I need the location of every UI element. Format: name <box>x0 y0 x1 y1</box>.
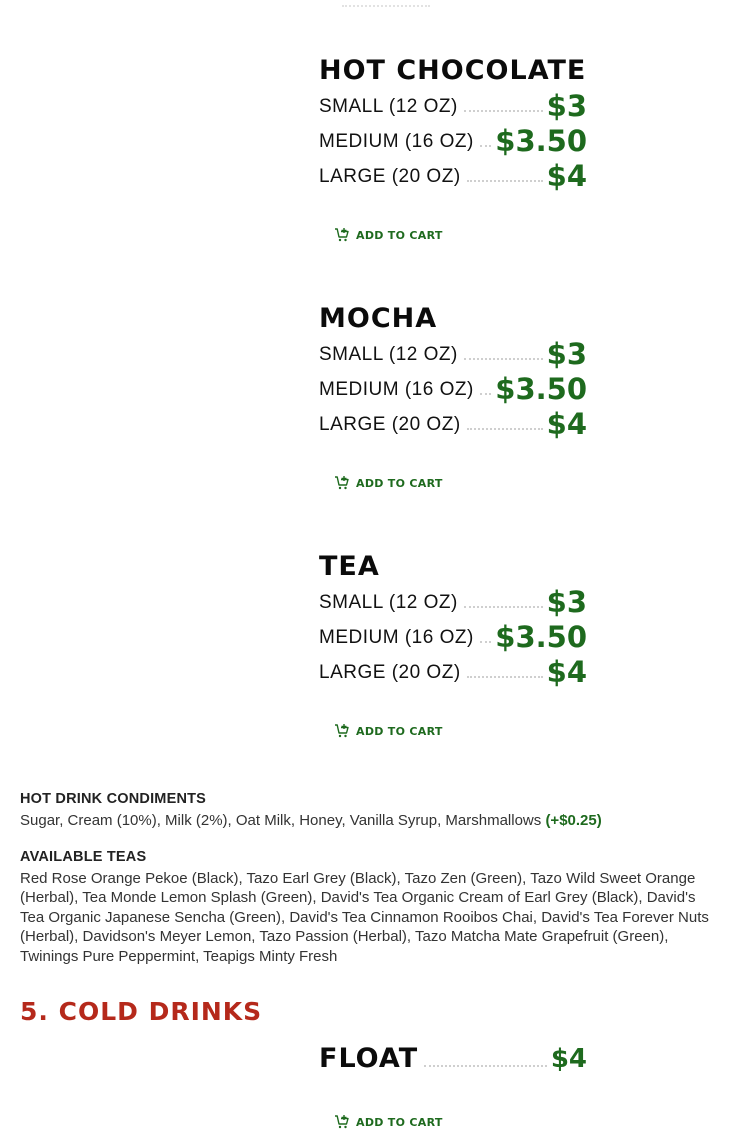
dot-leader <box>464 358 543 360</box>
condiments-heading: HOT DRINK CONDIMENTS <box>20 791 207 807</box>
condiments-addon-price: (+$0.25) <box>545 812 602 829</box>
item-title: MOCHA <box>319 303 438 334</box>
size-row <box>319 88 587 123</box>
cart-add-icon <box>334 1114 350 1130</box>
dot-leader <box>464 606 543 608</box>
divider <box>342 0 430 7</box>
price: $4 <box>550 1044 587 1074</box>
size-label: MEDIUM (16 OZ) <box>319 627 474 648</box>
price: $4 <box>546 407 587 441</box>
size-row <box>319 371 587 406</box>
size-row <box>319 619 587 654</box>
menu-item-hot-chocolate <box>319 54 587 193</box>
size-row <box>319 158 587 193</box>
item-title: TEA <box>319 551 380 582</box>
item-title: FLOAT <box>319 1043 419 1074</box>
dot-leader <box>467 676 543 678</box>
cart-add-icon <box>334 227 350 243</box>
menu-item-mocha <box>319 302 587 441</box>
menu-item-tea <box>319 550 587 689</box>
add-to-cart-button[interactable] <box>334 723 443 739</box>
dot-leader <box>464 110 543 112</box>
size-label: SMALL (12 OZ) <box>319 344 458 365</box>
condiments-text: Sugar, Cream (10%), Milk (2%), Oat Milk, Honey, Vanilla Syrup, Marshmallows <box>20 812 542 829</box>
cart-add-icon <box>334 723 350 739</box>
size-label: LARGE (20 OZ) <box>319 662 461 683</box>
size-label: MEDIUM (16 OZ) <box>319 379 474 400</box>
condiments-block <box>20 791 710 830</box>
dot-leader <box>480 145 491 147</box>
teas-text: Red Rose Orange Pekoe (Black), Tazo Earl Grey (Black), Tazo Zen (Green), Tazo Wild Sweet Orange (Herbal), Tea Monde Lemon Splash (Green), David's Tea Organic Cream of Earl Grey (Black), David's Tea Organic Japanese Sencha (Green), David's Tea Cinnamon Rooibos Chai, David's Tea Forever Nuts (Herbal), Davidson's Meyer Lemon, Tazo Passion (Herbal), Tazo Matcha Mate Grapefruit (Green), Twinings Pure Peppermint, Teapigs Minty Fresh <box>20 870 709 965</box>
size-row <box>319 336 587 371</box>
dot-leader <box>467 180 543 182</box>
price: $4 <box>546 159 587 193</box>
price: $3.50 <box>495 124 587 158</box>
item-title: HOT CHOCOLATE <box>319 55 587 86</box>
teas-block <box>20 849 710 966</box>
size-row <box>319 654 587 689</box>
add-to-cart-label: ADD TO CART <box>356 476 443 490</box>
size-label: MEDIUM (16 OZ) <box>319 131 474 152</box>
add-to-cart-label: ADD TO CART <box>356 724 443 738</box>
price: $3 <box>546 585 587 619</box>
size-label: SMALL (12 OZ) <box>319 592 458 613</box>
section-title: 5. COLD DRINKS <box>20 997 263 1026</box>
size-label: LARGE (20 OZ) <box>319 166 461 187</box>
add-to-cart-button[interactable] <box>334 475 443 491</box>
menu-item-float <box>319 1040 587 1076</box>
size-label: LARGE (20 OZ) <box>319 414 461 435</box>
price: $3.50 <box>495 620 587 654</box>
add-to-cart-button[interactable] <box>334 227 443 243</box>
price: $4 <box>546 655 587 689</box>
price: $3 <box>546 89 587 123</box>
add-to-cart-label: ADD TO CART <box>356 1115 443 1129</box>
price: $3 <box>546 337 587 371</box>
add-to-cart-button[interactable] <box>334 1114 443 1130</box>
size-row <box>319 406 587 441</box>
condiments-text-wrap <box>20 811 710 830</box>
dot-leader <box>424 1065 547 1067</box>
dot-leader <box>480 393 491 395</box>
size-row <box>319 123 587 158</box>
dot-leader <box>480 641 491 643</box>
add-to-cart-label: ADD TO CART <box>356 228 443 242</box>
cart-add-icon <box>334 475 350 491</box>
size-label: SMALL (12 OZ) <box>319 96 458 117</box>
teas-heading: AVAILABLE TEAS <box>20 849 147 865</box>
size-row <box>319 584 587 619</box>
dot-leader <box>467 428 543 430</box>
price: $3.50 <box>495 372 587 406</box>
